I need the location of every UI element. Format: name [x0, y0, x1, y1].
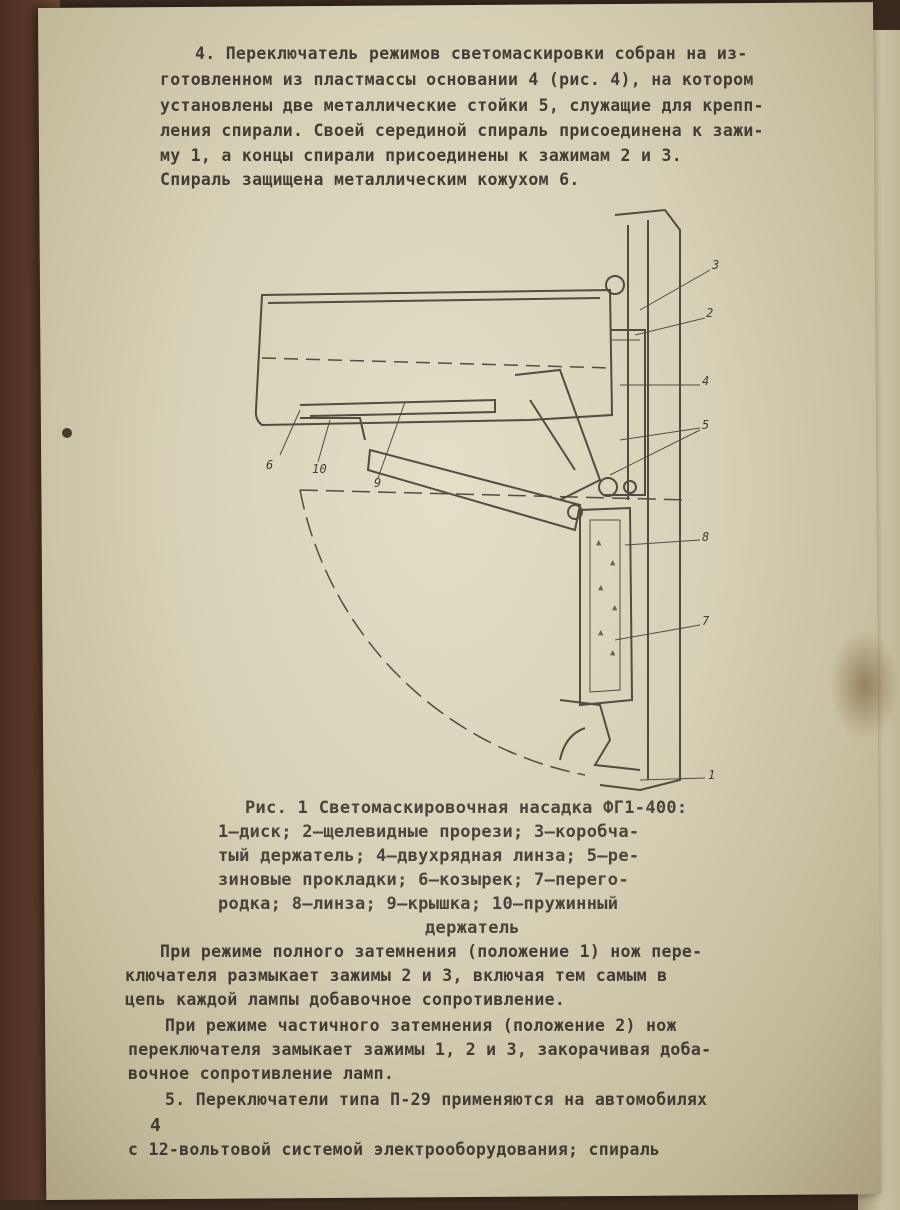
svg-text:▲: ▲: [612, 603, 618, 613]
figure-caption-line-1: Рис. 1 Светомаскировочная насадка ФГ1-400:: [245, 798, 688, 818]
callout-4: 4: [702, 374, 710, 388]
body-line-2: ключателя размыкает зажимы 2 и 3, включая тем самым в: [125, 966, 668, 985]
body-line-6: вочное сопротивление ламп.: [128, 1064, 395, 1083]
body-line-8: с 12-вольтовой системой электрооборудования; спираль: [128, 1140, 661, 1159]
callout-6: 6: [266, 458, 274, 472]
para4-line-3: установлены две металлические стойки 5, служащие для крепп-: [160, 96, 764, 115]
page-number: 4: [150, 1115, 162, 1136]
callout-2: 2: [706, 306, 714, 320]
svg-text:▲: ▲: [596, 538, 602, 548]
figure-caption-line-6: держатель: [425, 918, 520, 938]
figure-caption-line-2: 1—диск; 2—щелевидные прорези; 3—коробча-: [218, 822, 640, 842]
svg-text:▲: ▲: [598, 628, 604, 638]
body-line-3: цепь каждой лампы добавочное сопротивление.: [125, 990, 566, 1009]
svg-text:▲: ▲: [610, 648, 616, 658]
callout-9: 9: [374, 476, 382, 490]
body-line-7: 5. Переключатели типа П-29 применяются на автомобилях: [165, 1090, 708, 1109]
figure-caption-line-5: родка; 8—линза; 9—крышка; 10—пружинный: [218, 894, 619, 914]
figure-caption-line-4: зиновые прокладки; 6—козырек; 7—перего-: [218, 870, 629, 890]
para4-line-5: му 1, а концы спирали присоединены к зажимам 2 и 3.: [160, 146, 682, 165]
para4-line-6: Спираль защищена металлическим кожухом 6.: [160, 170, 580, 189]
callout-10: 10: [312, 462, 328, 476]
callout-7: 7: [702, 614, 710, 628]
body-line-1: При режиме полного затемнения (положение 1) нож пере-: [160, 942, 703, 961]
body-line-4: При режиме частичного затемнения (положение 2) нож: [165, 1016, 677, 1035]
para4-line-4: ления спирали. Своей серединой спираль присоединена к зажи-: [160, 121, 764, 140]
callout-1: 1: [708, 768, 716, 782]
body-line-5: переключателя замыкает зажимы 1, 2 и 3, закорачивая доба-: [128, 1040, 712, 1059]
callout-5: 5: [702, 418, 710, 432]
para4-line-1: 4. Переключатель режимов светомаскировки собран на из-: [195, 44, 748, 63]
svg-text:▲: ▲: [610, 558, 616, 568]
figure-caption-line-3: тый держатель; 4—двухрядная линза; 5—ре-: [218, 846, 640, 866]
svg-text:▲: ▲: [598, 583, 604, 593]
callout-3: 3: [712, 258, 720, 272]
para4-line-2: готовленном из пластмассы основании 4 (рис. 4), на котором: [160, 70, 754, 89]
callout-8: 8: [702, 530, 710, 544]
